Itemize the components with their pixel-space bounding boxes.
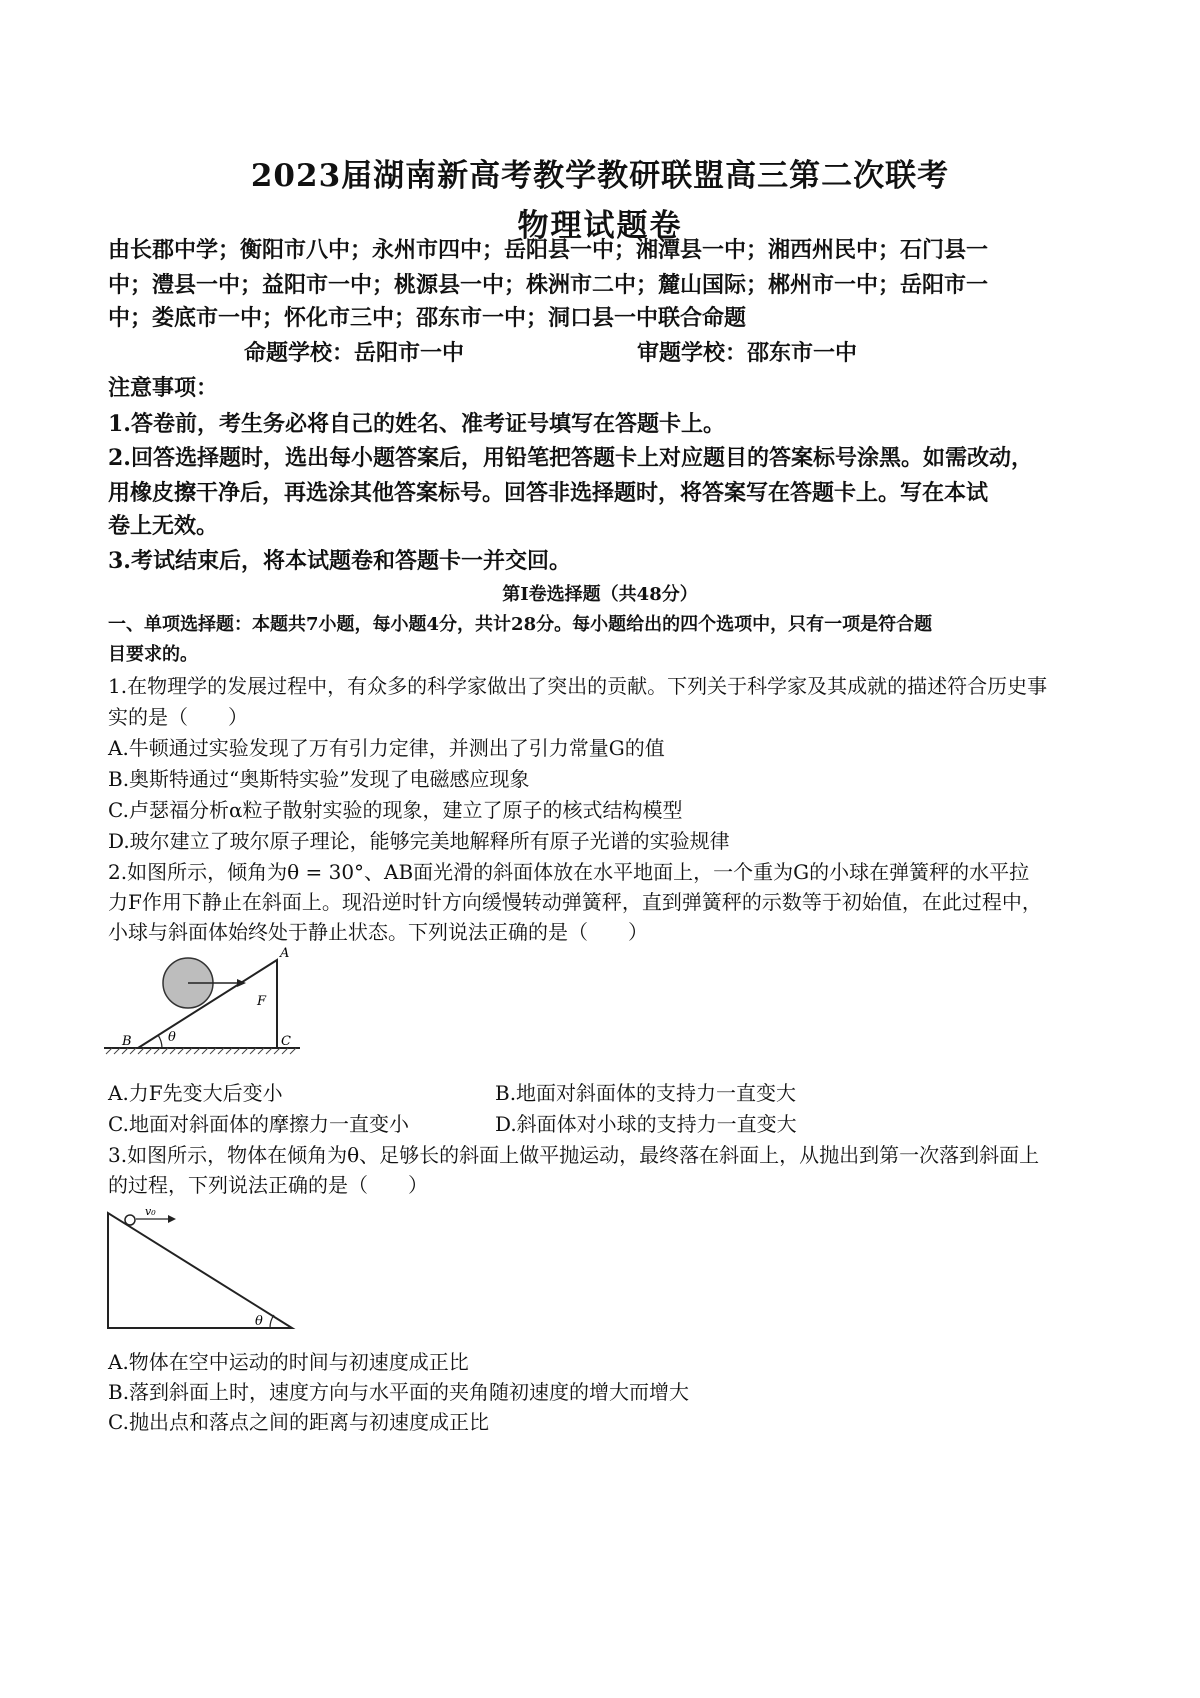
q1-option-c: C.卢瑟福分析α粒子散射实验的现象，建立了原子的核式结构模型 — [108, 798, 683, 822]
setter-school: 命题学校：岳阳市一中 — [244, 340, 465, 366]
angle-arc — [158, 1035, 162, 1048]
q3-incline-figure — [100, 1205, 305, 1335]
q1-stem-line-1: 1.在物理学的发展过程中，有众多的科学家做出了突出的贡献。下列关于科学家及其成就的描述符合历史事 — [108, 674, 1048, 698]
q3-option-b: B.落到斜面上时，速度方向与水平面的夹角随初速度的增大而增大 — [108, 1380, 690, 1404]
q3-option-c: C.抛出点和落点之间的距离与初速度成正比 — [108, 1410, 489, 1434]
q2-stem-line-2: 力F作用下静止在斜面上。现沿逆时针方向缓慢转动弹簧秤，直到弹簧秤的示数等于初始值，在此过程中， — [108, 890, 1042, 914]
notice-item-2-line-3: 卷上无效。 — [108, 513, 219, 539]
q3-stem-line-2: 的过程，下列说法正确的是（ ） — [108, 1173, 428, 1197]
q1-option-d: D.玻尔建立了玻尔原子理论，能够完美地解释所有原子光谱的实验规律 — [108, 829, 730, 853]
q3-incline-outline — [108, 1213, 292, 1328]
q3-angle-arc — [270, 1315, 274, 1328]
q2-option-b: B.地面对斜面体的支持力一直变大 — [495, 1081, 797, 1105]
reviewer-school: 审题学校：邵东市一中 — [637, 340, 858, 366]
q3-stem-line-1: 3.如图所示，物体在倾角为θ、足够长的斜面上做平抛运动，最终落在斜面上，从抛出到第一次落到斜面上 — [108, 1143, 1040, 1167]
q2-stem-line-1: 2.如图所示，倾角为θ = 30°、AB面光滑的斜面体放在水平地面上，一个重为G的小球在弹簧秤的水平拉 — [108, 860, 1030, 884]
q3-object — [125, 1215, 135, 1225]
q2-option-a: A.力F先变大后变小 — [108, 1081, 283, 1105]
notice-item-2-line-1: 2.回答选择题时，选出每小题答案后，用铅笔把答题卡上对应题目的答案标号涂黑。如需改动， — [108, 445, 1033, 471]
schools-line-2: 中；澧县一中；益阳市一中；桃源县一中；株洲市二中；麓山国际；郴州市一中；岳阳市一 — [108, 272, 989, 298]
notice-heading: 注意事项： — [108, 375, 219, 401]
notice-item-2-line-2: 用橡皮擦干净后，再选涂其他答案标号。回答非选择题时，将答案写在答题卡上。写在本试 — [108, 480, 989, 506]
label-q3-theta: θ — [255, 1314, 263, 1329]
label-a: A — [280, 946, 290, 961]
q2-option-c: C.地面对斜面体的摩擦力一直变小 — [108, 1112, 409, 1136]
exam-title: 2023届湖南新高考教学教研联盟高三第二次联考 — [250, 158, 950, 194]
part1-line-1: 一、单项选择题：本题共7小题，每小题4分，共计28分。每小题给出的四个选项中，只有一项是符合题 — [108, 614, 933, 635]
schools-line-3: 中；娄底市一中；怀化市三中；邵东市一中；洞口县一中联合命题 — [108, 305, 747, 331]
q1-option-a: A.牛顿通过实验发现了万有引力定律，并测出了引力常量G的值 — [108, 736, 665, 760]
schools-line-1: 由长郡中学；衡阳市八中；永州市四中；岳阳县一中；湘潭县一中；湘西州民中；石门县一 — [108, 237, 989, 263]
q3-velocity-arrowhead — [168, 1215, 176, 1223]
label-theta: θ — [168, 1030, 176, 1045]
section-title: 第Ⅰ卷选择题（共48分） — [502, 584, 698, 605]
exam-subtitle: 物理试题卷 — [517, 208, 683, 244]
q1-stem-line-2: 实的是（ ） — [108, 705, 248, 729]
q2-incline-figure — [100, 945, 310, 1065]
q2-stem-line-3: 小球与斜面体始终处于静止状态。下列说法正确的是（ ） — [108, 920, 648, 944]
q1-option-b: B.奥斯特通过“奥斯特实验”发现了电磁感应现象 — [108, 767, 530, 791]
label-f: F — [257, 994, 267, 1009]
notice-item-3: 3.考试结束后，将本试题卷和答题卡一并交回。 — [108, 548, 571, 574]
notice-item-1: 1.答卷前，考生务必将自己的姓名、准考证号填写在答题卡上。 — [108, 411, 725, 437]
label-b: B — [122, 1034, 132, 1049]
q2-option-d: D.斜面体对小球的支持力一直变大 — [495, 1112, 797, 1136]
label-v0: v₀ — [145, 1205, 156, 1218]
q3-option-a: A.物体在空中运动的时间与初速度成正比 — [108, 1350, 469, 1374]
part1-line-2: 目要求的。 — [108, 644, 198, 665]
label-c: C — [281, 1034, 291, 1049]
